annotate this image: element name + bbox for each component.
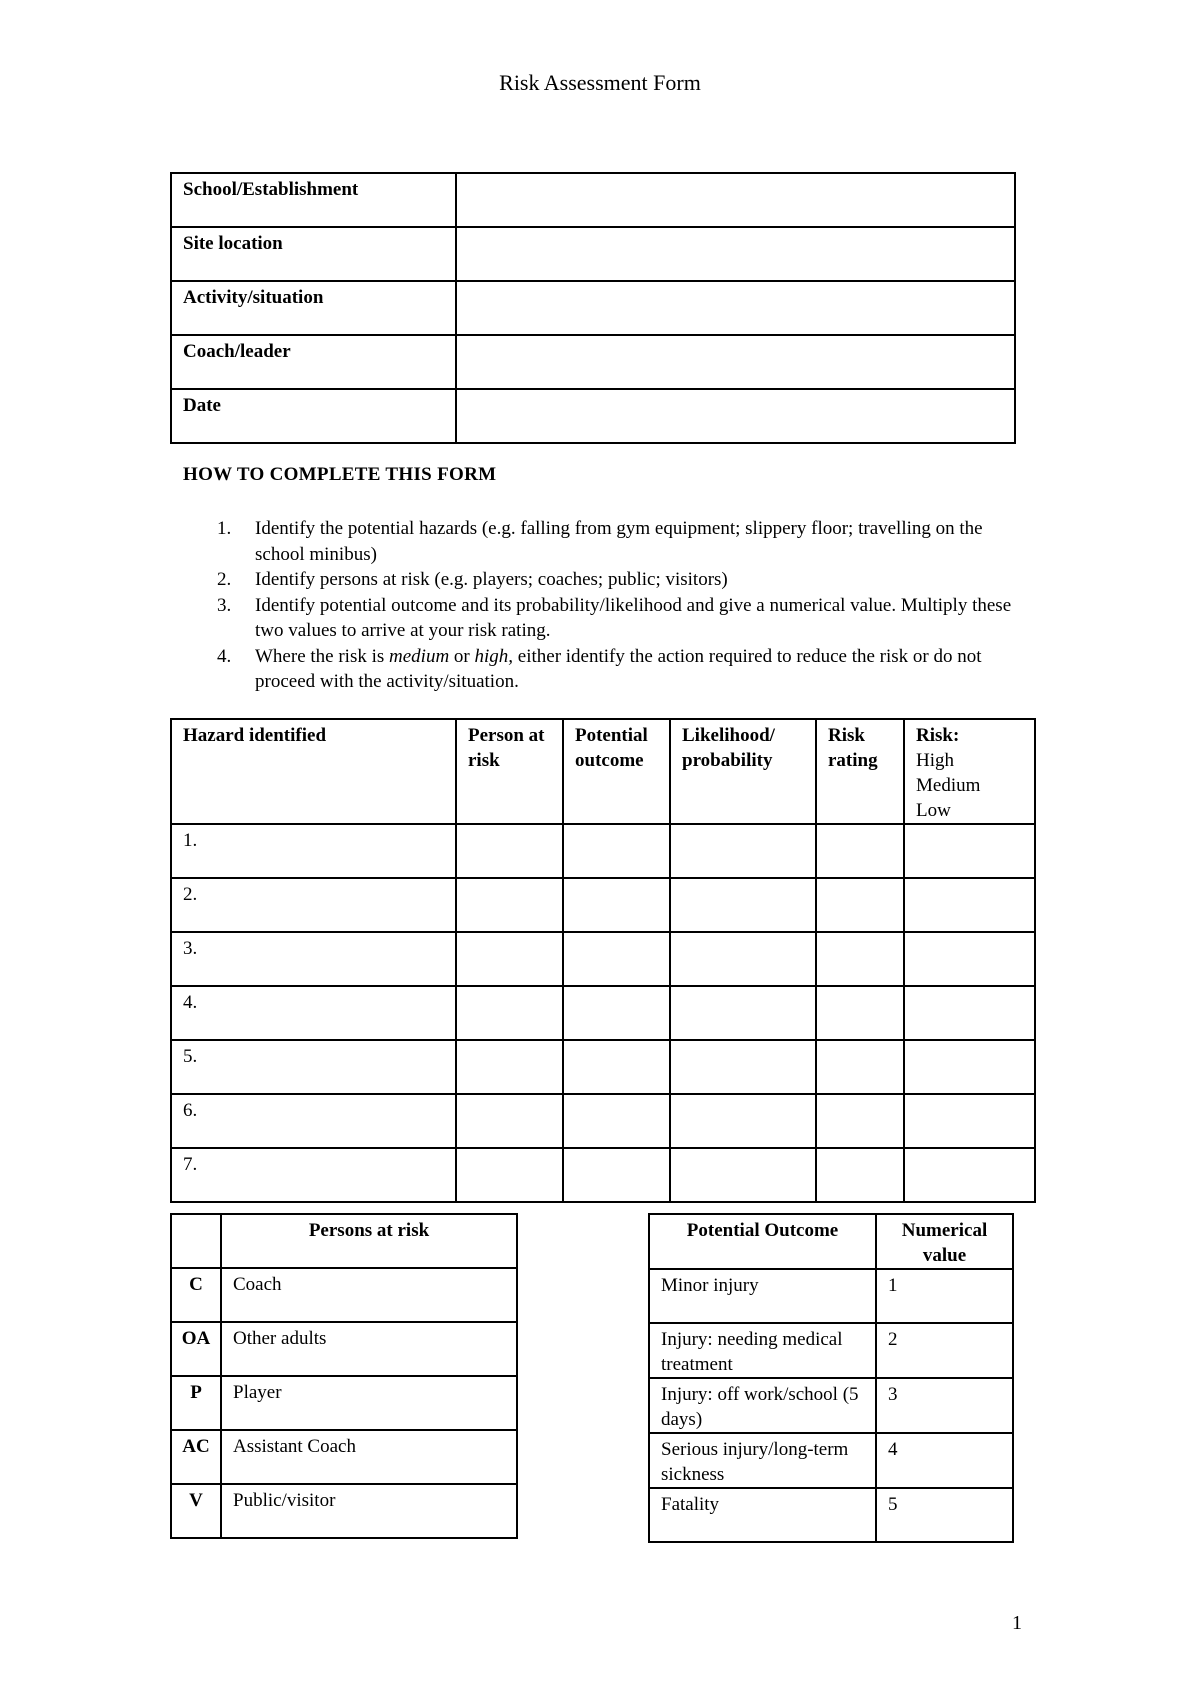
person-label: Assistant Coach	[221, 1430, 517, 1484]
outcome-cell[interactable]	[563, 1148, 670, 1202]
rating-cell[interactable]	[816, 1040, 904, 1094]
hazard-row	[171, 1094, 1035, 1148]
outcome-row	[649, 1323, 1013, 1378]
hazard-table	[170, 718, 1036, 1203]
step-text: Identify persons at risk (e.g. players; coaches; public; visitors)	[255, 569, 728, 590]
person-code: V	[171, 1484, 221, 1538]
howto-step	[183, 644, 1033, 695]
rating-cell[interactable]	[816, 1094, 904, 1148]
outcome-header: Potential Outcome	[649, 1214, 876, 1269]
header-likelihood: Likelihood/ probability	[670, 719, 816, 824]
header-hazard-identified: Hazard identified	[171, 719, 456, 824]
risk-cell[interactable]	[904, 986, 1035, 1040]
risk-cell[interactable]	[904, 1040, 1035, 1094]
details-value-field[interactable]	[456, 281, 1015, 335]
hazard-row	[171, 878, 1035, 932]
persons-row	[171, 1376, 517, 1430]
howto-step	[183, 567, 1033, 593]
risk-level-low: Low	[916, 800, 951, 821]
page-number: 1	[1012, 1612, 1022, 1634]
details-label: School/Establishment	[171, 173, 456, 227]
hazard-number[interactable]: 1.	[171, 824, 456, 878]
step-text-post: either identify the action required to reduce the risk or do not proceed with the activity/situation.	[255, 645, 982, 692]
person-cell[interactable]	[456, 1148, 563, 1202]
details-row	[171, 389, 1015, 443]
outcome-label: Serious injury/long-term sickness	[649, 1433, 876, 1488]
person-code: OA	[171, 1322, 221, 1376]
outcome-value: 3	[876, 1378, 1013, 1433]
outcome-value: 4	[876, 1433, 1013, 1488]
likelihood-cell[interactable]	[670, 824, 816, 878]
likelihood-cell[interactable]	[670, 932, 816, 986]
details-value-field[interactable]	[456, 173, 1015, 227]
person-label: Public/visitor	[221, 1484, 517, 1538]
outcome-header-row	[649, 1214, 1013, 1269]
details-label: Coach/leader	[171, 335, 456, 389]
person-cell[interactable]	[456, 824, 563, 878]
outcome-cell[interactable]	[563, 878, 670, 932]
details-row	[171, 173, 1015, 227]
person-code: C	[171, 1268, 221, 1322]
outcome-cell[interactable]	[563, 824, 670, 878]
hazard-row	[171, 824, 1035, 878]
outcome-cell[interactable]	[563, 1040, 670, 1094]
persons-at-risk-table	[170, 1213, 518, 1539]
step-text-mid: or	[449, 645, 475, 667]
person-label: Player	[221, 1376, 517, 1430]
rating-cell[interactable]	[816, 824, 904, 878]
howto-heading: HOW TO COMPLETE THIS FORM	[183, 464, 497, 485]
rating-cell[interactable]	[816, 878, 904, 932]
persons-row	[171, 1484, 517, 1538]
step-number: 1.	[217, 518, 232, 539]
persons-header: Persons at risk	[221, 1214, 517, 1268]
page-title: Risk Assessment Form	[499, 70, 701, 95]
rating-cell[interactable]	[816, 932, 904, 986]
hazard-number[interactable]: 6.	[171, 1094, 456, 1148]
risk-cell[interactable]	[904, 1148, 1035, 1202]
risk-level-title: Risk:	[916, 725, 960, 746]
step-emphasis-high: high,	[474, 645, 514, 667]
likelihood-cell[interactable]	[670, 986, 816, 1040]
rating-cell[interactable]	[816, 1148, 904, 1202]
person-cell[interactable]	[456, 1094, 563, 1148]
risk-level-medium: Medium	[916, 775, 981, 796]
outcome-label: Minor injury	[649, 1269, 876, 1323]
risk-cell[interactable]	[904, 932, 1035, 986]
person-label: Coach	[221, 1268, 517, 1322]
likelihood-cell[interactable]	[670, 1094, 816, 1148]
details-label: Site location	[171, 227, 456, 281]
likelihood-cell[interactable]	[670, 1040, 816, 1094]
person-label: Other adults	[221, 1322, 517, 1376]
persons-row	[171, 1430, 517, 1484]
details-label: Date	[171, 389, 456, 443]
outcome-label: Injury: needing medical treatment	[649, 1323, 876, 1378]
persons-header-blank	[171, 1214, 221, 1268]
person-cell[interactable]	[456, 1040, 563, 1094]
outcome-label: Injury: off work/school (5 days)	[649, 1378, 876, 1433]
details-row	[171, 335, 1015, 389]
hazard-row	[171, 932, 1035, 986]
howto-step	[183, 516, 1033, 567]
outcome-row	[649, 1433, 1013, 1488]
hazard-row	[171, 1040, 1035, 1094]
hazard-number[interactable]: 3.	[171, 932, 456, 986]
header-risk-rating: Risk rating	[816, 719, 904, 824]
step-number: 2.	[217, 569, 232, 590]
hazard-header-row	[171, 719, 1035, 824]
details-row	[171, 281, 1015, 335]
hazard-row	[171, 1148, 1035, 1202]
details-label: Activity/situation	[171, 281, 456, 335]
person-code: P	[171, 1376, 221, 1430]
outcome-row	[649, 1269, 1013, 1323]
step-text: Identify potential outcome and its probability/likelihood and give a numerical value. Multiply these two values to arrive at your risk rating.	[255, 594, 1012, 641]
person-cell[interactable]	[456, 878, 563, 932]
hazard-number[interactable]: 7.	[171, 1148, 456, 1202]
step-number: 3.	[217, 594, 232, 616]
numerical-value-header: Numerical value	[876, 1214, 1013, 1269]
person-cell[interactable]	[456, 986, 563, 1040]
outcome-cell[interactable]	[563, 986, 670, 1040]
risk-cell[interactable]	[904, 824, 1035, 878]
header-person-at-risk: Person at risk	[456, 719, 563, 824]
howto-steps	[183, 516, 1033, 695]
header-potential-outcome: Potential outcome	[563, 719, 670, 824]
outcome-cell[interactable]	[563, 1094, 670, 1148]
outcome-value: 1	[876, 1269, 1013, 1323]
potential-outcome-table	[648, 1213, 1014, 1543]
persons-row	[171, 1322, 517, 1376]
details-value-field[interactable]	[456, 335, 1015, 389]
header-risk-level	[904, 719, 1035, 824]
details-table	[170, 172, 1016, 444]
step-number: 4.	[217, 645, 232, 667]
details-value-field[interactable]	[456, 227, 1015, 281]
risk-level-high: High	[916, 750, 954, 771]
outcome-row	[649, 1488, 1013, 1542]
outcome-label: Fatality	[649, 1488, 876, 1542]
hazard-number[interactable]: 2.	[171, 878, 456, 932]
howto-step	[183, 593, 1033, 644]
step-text-pre: Where the risk is	[255, 645, 390, 667]
likelihood-cell[interactable]	[670, 1148, 816, 1202]
hazard-row	[171, 986, 1035, 1040]
person-code: AC	[171, 1430, 221, 1484]
details-value-field[interactable]	[456, 389, 1015, 443]
risk-cell[interactable]	[904, 1094, 1035, 1148]
outcome-value: 2	[876, 1323, 1013, 1378]
persons-header-row	[171, 1214, 517, 1268]
outcome-row	[649, 1378, 1013, 1433]
hazard-number[interactable]: 5.	[171, 1040, 456, 1094]
risk-cell[interactable]	[904, 878, 1035, 932]
persons-row	[171, 1268, 517, 1322]
likelihood-cell[interactable]	[670, 878, 816, 932]
details-row	[171, 227, 1015, 281]
step-text: Identify the potential hazards (e.g. falling from gym equipment; slippery floor; travelling on the school minibus)	[255, 518, 983, 565]
rating-cell[interactable]	[816, 986, 904, 1040]
outcome-value: 5	[876, 1488, 1013, 1542]
outcome-cell[interactable]	[563, 932, 670, 986]
person-cell[interactable]	[456, 932, 563, 986]
hazard-number[interactable]: 4.	[171, 986, 456, 1040]
step-emphasis-medium: medium	[389, 645, 450, 667]
